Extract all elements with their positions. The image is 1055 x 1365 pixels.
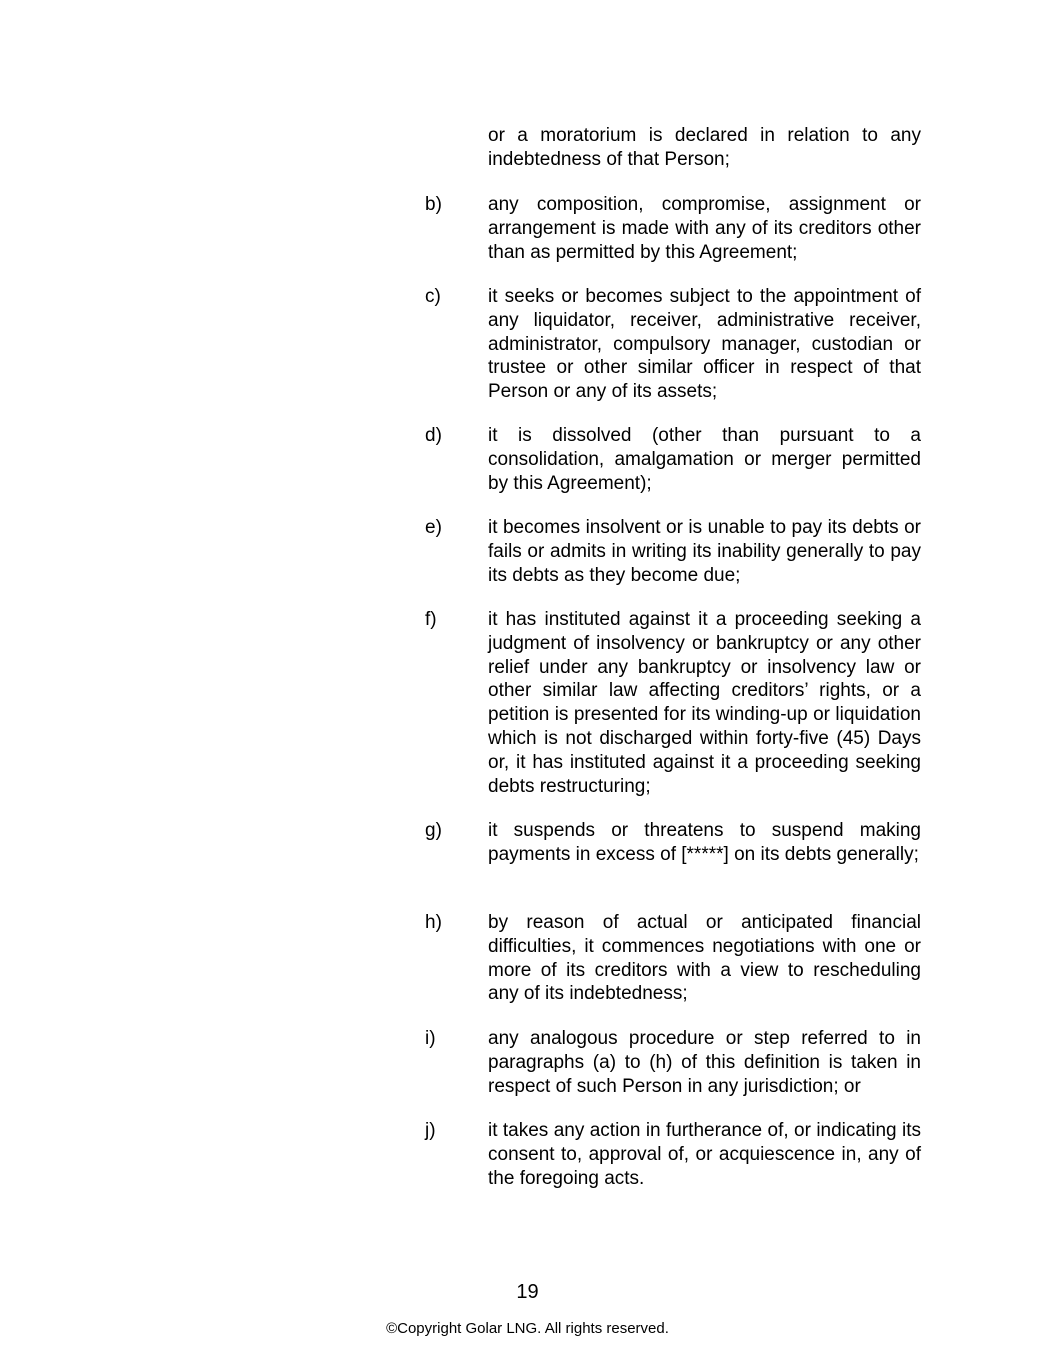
list-marker: i) <box>425 1028 436 1049</box>
continuation-text: or a moratorium is declared in relation to any indebtedness of that Person; <box>488 125 921 170</box>
list-item-f <box>425 608 921 798</box>
list-marker: c) <box>425 286 441 307</box>
list-item-i <box>425 1027 921 1098</box>
list-item-text: by reason of actual or anticipated financial difficulties, it commences negotiations with one or more of its creditors with a view to rescheduling any of its indebtedness; <box>488 912 921 1005</box>
copyright-notice: ©Copyright Golar LNG. All rights reserved. <box>386 1320 669 1337</box>
list-marker: b) <box>425 194 442 215</box>
list-marker: h) <box>425 912 442 933</box>
continuation-paragraph <box>425 124 921 172</box>
list-item-text: it becomes insolvent or is unable to pay its debts or fails or admits in writing its inability generally to pay its debts as they become due; <box>488 517 921 586</box>
list-marker: e) <box>425 517 442 538</box>
list-item-text: it has instituted against it a proceeding seeking a judgment of insolvency or bankruptcy or any other relief under any bankruptcy or insolvency law or other similar law affecting creditors’ rights, or a petition is presented for its winding-up or liquidation which is not discharged within forty-five (45) Days or, it has instituted against it a proceeding seeking debts restructuring; <box>488 609 921 797</box>
list-item-d <box>425 424 921 495</box>
list-item-e <box>425 516 921 587</box>
list-item-text: it suspends or threatens to suspend making payments in excess of [*****] on its debts generally; <box>488 820 921 865</box>
list-item-h <box>425 911 921 1006</box>
list-item-text: it takes any action in furtherance of, or indicating its consent to, approval of, or acquiescence in, any of the foregoing acts. <box>488 1120 921 1189</box>
page-number: 19 <box>516 1281 539 1303</box>
list-marker: g) <box>425 820 442 841</box>
list-marker: j) <box>425 1120 436 1141</box>
list-item-c <box>425 285 921 404</box>
list-item-text: it seeks or becomes subject to the appointment of any liquidator, receiver, administrative receiver, administrator, compulsory manager, custodian or trustee or other similar officer in respect of that Person or any of its assets; <box>488 286 921 403</box>
list-item-g <box>425 819 921 867</box>
list-marker: d) <box>425 425 442 446</box>
list-item-j <box>425 1119 921 1190</box>
list-item-text: any composition, compromise, assignment or arrangement is made with any of its creditors other than as permitted by this Agreement; <box>488 194 921 263</box>
list-item-text: it is dissolved (other than pursuant to a consolidation, amalgamation or merger permitted by this Agreement); <box>488 425 921 494</box>
list-item-text: any analogous procedure or step referred to in paragraphs (a) to (h) of this definition is taken in respect of such Person in any jurisdiction; or <box>488 1028 921 1097</box>
list-item-b <box>425 193 921 264</box>
list-marker: f) <box>425 609 437 630</box>
